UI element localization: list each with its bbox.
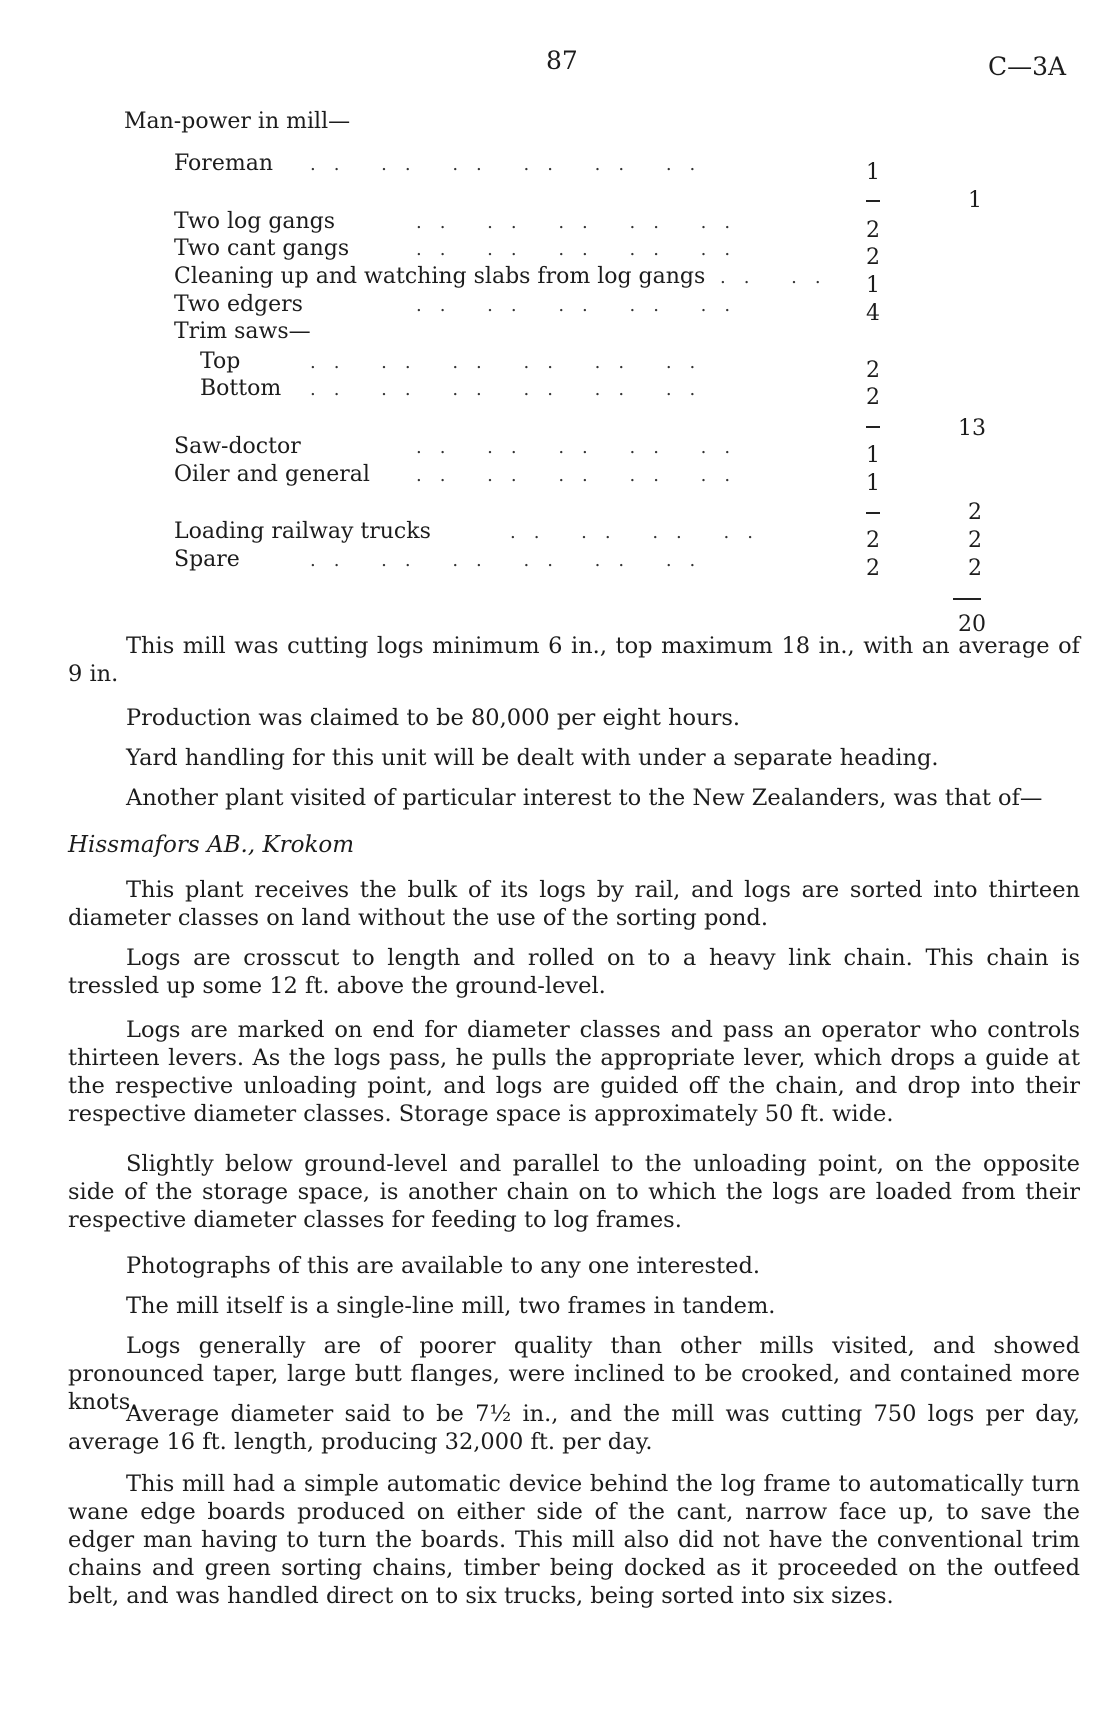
manpower-label-log-gangs: Two log gangs <box>174 209 336 234</box>
manpower-label-saw-doctor: Saw-doctor <box>174 434 301 459</box>
paragraph-log-quality: Logs generally are of poorer quality than other mills visited, and showed pronounced taper, large butt flanges, were inclined to be crooked, and contained more knots. <box>68 1333 1080 1415</box>
subtotal-2: 13 <box>958 416 986 441</box>
leader-dots: .. .. .. .. .. <box>416 295 749 316</box>
manpower-value-top: 2 <box>866 358 880 383</box>
paragraph-rail-logs: This plant receives the bulk of its logs by rail, and logs are sorted into thirteen diameter classes on land without the use of the sorting pond. <box>68 877 1080 931</box>
manpower-value-bottom: 2 <box>866 385 880 410</box>
paragraph-log-sizes: This mill was cutting logs minimum 6 in., top maximum 18 in., with an average of 9 in. <box>68 633 1080 687</box>
manpower-label-edgers: Two edgers <box>174 292 303 317</box>
leader-dots: .. .. .. .. .. .. <box>310 550 714 571</box>
paragraph-another-plant: Another plant visited of particular interest to the New Zealanders, was that of— <box>126 785 1043 811</box>
manpower-label-top: Top <box>200 349 241 374</box>
manpower-value-edgers: 4 <box>866 301 880 326</box>
manpower-label-bottom: Bottom <box>200 376 282 401</box>
leader-dots: .. .. .. .. .. .. <box>310 154 714 175</box>
leader-dots: .. .. .. .. <box>510 522 771 543</box>
paragraph-production: Production was claimed to be 80,000 per eight hours. <box>126 705 741 731</box>
manpower-value-saw-doctor: 1 <box>866 443 880 468</box>
subtotal-rule <box>866 426 880 428</box>
leader-dots: .. .. .. .. .. .. <box>310 379 714 400</box>
manpower-value-oiler: 1 <box>866 471 880 496</box>
paragraph-photographs: Photographs of this are available to any one interested. <box>126 1253 761 1279</box>
manpower-label-loading: Loading railway trucks <box>174 519 431 544</box>
paragraph-automatic-device: This mill had a simple automatic device behind the log frame to automatically turn wane edge boards produced on either side of the cant, narrow face up, to save the edger man having to turn the boards. This mill also did not have the conventional trim chains and green sorting chains, timber being docked as it proceeded on the outfeed belt, and was handled direct on to six trucks, being sorted into six sizes. <box>68 1471 1080 1609</box>
leader-dots: .. .. .. .. .. <box>416 437 749 458</box>
page-number: 87 <box>546 46 578 75</box>
paragraph-crosscut: Logs are crosscut to length and rolled on to a heavy link chain. This chain is tressled up some 12 ft. above the ground-level. <box>68 945 1080 999</box>
manpower-value-cleaning: 1 <box>866 273 880 298</box>
subtotal-4: 2 <box>968 528 982 553</box>
manpower-label-trim-saws: Trim saws— <box>174 319 311 344</box>
manpower-value-spare: 2 <box>866 556 880 581</box>
paragraph-second-chain: Slightly below ground-level and parallel to the unloading point, on the opposite side of the storage space, is another chain on to which the logs are loaded from their respective diameter classes for feeding to log frames. <box>68 1151 1080 1233</box>
total-rule <box>953 598 981 600</box>
paragraph-yard-handling: Yard handling for this unit will be dealt with under a separate heading. <box>126 745 939 771</box>
manpower-value-foreman: 1 <box>866 160 880 185</box>
subtotal-rule <box>866 512 880 514</box>
subtotal-rule <box>866 200 880 202</box>
paragraph-levers: Logs are marked on end for diameter classes and pass an operator who controls thirteen levers. As the logs pass, he pulls the appropriate lever, which drops a guide at the respective unloading point, and logs are guided off the chain, and drop into their respective diameter classes. Storage space is approximately 50 ft. wide. <box>68 1017 1080 1127</box>
paragraph-single-line: The mill itself is a single-line mill, two frames in tandem. <box>126 1293 776 1319</box>
manpower-value-log-gangs: 2 <box>866 218 880 243</box>
manpower-label-spare: Spare <box>174 547 240 572</box>
manpower-total: 20 <box>958 612 986 637</box>
manpower-label-cant-gangs: Two cant gangs <box>174 236 350 261</box>
manpower-label-oiler: Oiler and general <box>174 462 370 487</box>
leader-dots: .. .. .. .. .. .. <box>310 352 714 373</box>
subtotal-5: 2 <box>968 556 982 581</box>
document-reference: C—3A <box>988 52 1067 81</box>
manpower-label-cleaning: Cleaning up and watching slabs from log gangs <box>174 264 706 289</box>
leader-dots: .. .. .. .. .. <box>416 465 749 486</box>
leader-dots: .. .. .. .. .. <box>416 239 749 260</box>
leader-dots: .. .. <box>720 267 839 288</box>
manpower-heading: Man-power in mill— <box>124 109 351 134</box>
manpower-label-foreman: Foreman <box>174 151 273 176</box>
section-heading: Hissmafors AB., Krokom <box>68 832 355 858</box>
leader-dots: .. .. .. .. .. <box>416 212 749 233</box>
manpower-value-loading: 2 <box>866 528 880 553</box>
subtotal-1: 1 <box>968 188 982 213</box>
subtotal-3: 2 <box>968 500 982 525</box>
manpower-value-cant-gangs: 2 <box>866 245 880 270</box>
paragraph-average-diameter: Average diameter said to be 7½ in., and the mill was cutting 750 logs per day, average 16 ft. length, producing 32,000 ft. per day. <box>68 1401 1080 1455</box>
